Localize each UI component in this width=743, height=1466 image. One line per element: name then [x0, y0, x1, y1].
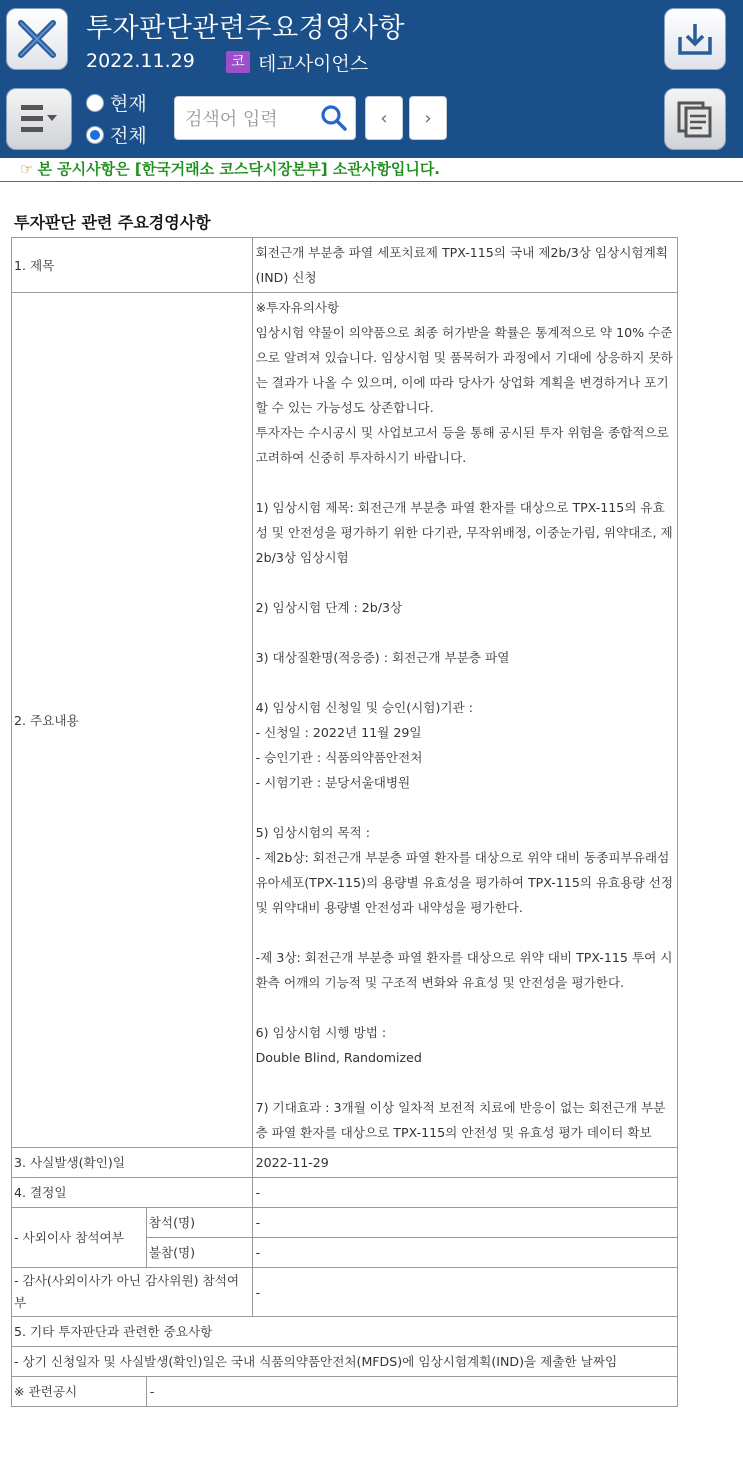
table-row — [12, 1347, 678, 1377]
row-label: 2. 주요내용 — [12, 293, 253, 1148]
pointing-hand-icon: ☞ — [20, 160, 34, 178]
content-line: 임상시험 약물이 의약품으로 최종 허가받을 확률은 통계적으로 약 10% 수준으로 알려져 있습니다. 임상시험 및 품목허가 과정에서 기대에 상응하지 못하는 결과가 나올 수 있으며, 이에 따라 당사가 상업화 계획을 변경하거나 포기할 수 있는 가능성도 상존합니다. — [255, 325, 673, 415]
table-row — [12, 1268, 678, 1317]
table-row — [12, 1317, 678, 1347]
content-line — [256, 920, 676, 945]
close-button[interactable] — [6, 8, 68, 70]
content-line: 4) 임상시험 신청일 및 승인(시험)기관 : — [255, 700, 473, 715]
radio-all[interactable]: 전체 — [86, 121, 147, 148]
search-box — [174, 96, 356, 140]
content-line — [256, 570, 676, 595]
page-title: 투자판단관련주요경영사항 — [86, 13, 405, 44]
content-line — [256, 795, 676, 820]
row-label: - 감사(사외이사가 아닌 감사위원) 참석여부 — [12, 1268, 253, 1317]
chevron-right-icon: › — [424, 107, 432, 129]
content-line: 투자자는 수시공시 및 사업보고서 등을 통해 공시된 투자 위험을 종합적으로 고려하여 신중히 투자하시기 바랍니다. — [255, 425, 673, 465]
row-label: 5. 기타 투자판단과 관련한 중요사항 — [12, 1317, 678, 1347]
content-line: 3) 대상질환명(적응증) : 회전근개 부분층 파열 — [255, 650, 510, 665]
row-value: - — [146, 1377, 677, 1407]
row-label: - 사외이사 참석여부 — [12, 1208, 147, 1268]
table-row — [12, 1377, 678, 1407]
content-line: 1) 임상시험 제목: 회전근개 부분층 파열 환자를 대상으로 TPX-115의 유효성 및 안전성을 평가하기 위한 다기관, 무작위배정, 이중눈가림, 위약대조, 제 2b/3상 임상시험 — [255, 500, 677, 565]
chevron-left-icon: ‹ — [380, 107, 388, 129]
row-label: 4. 결정일 — [12, 1178, 253, 1208]
table-row — [12, 1178, 678, 1208]
row-label: 3. 사실발생(확인)일 — [12, 1148, 253, 1178]
prev-button[interactable] — [365, 96, 403, 140]
content-line: - 승인기관 : 식품의약품안전처 — [255, 750, 423, 765]
row-label: 1. 제목 — [12, 238, 253, 293]
table-row — [12, 238, 678, 293]
sub-label: 불참(명) — [146, 1238, 252, 1268]
content-line — [256, 1070, 676, 1095]
content-line: 7) 기대효과 : 3개월 이상 일차적 보전적 치료에 반응이 없는 회전근개 부분층 파열 환자를 대상으로 TPX-115의 안전성 및 유효성 평가 데이터 확보 — [255, 1100, 666, 1140]
row-value: 회전근개 부분층 파열 세포치료제 TPX-115의 국내 제2b/3상 임상시험계획(IND) 신청 — [252, 238, 677, 293]
jurisdiction-notice: ☞ 본 공시사항은 [한국거래소 코스닥시장본부] 소관사항입니다. — [0, 158, 743, 182]
disclosure-table — [11, 237, 678, 1407]
sub-label: 참석(명) — [146, 1208, 252, 1238]
radio-circle-icon — [86, 94, 104, 112]
table-row — [12, 1148, 678, 1178]
content-line: ※투자유의사항 — [255, 300, 340, 315]
menu-button[interactable] — [6, 88, 72, 150]
close-icon — [15, 17, 59, 61]
row-value: - — [252, 1208, 677, 1238]
section-title: 투자판단 관련 주요경영사항 — [14, 213, 211, 232]
copy-button[interactable] — [664, 88, 726, 150]
row-value: - — [252, 1178, 677, 1208]
download-icon — [675, 19, 715, 59]
main-content-cell — [252, 293, 677, 1148]
table-row — [12, 293, 678, 1148]
company-name[interactable]: 테고사이언스 — [258, 53, 369, 75]
radio-selected-icon — [86, 126, 104, 144]
content-line — [256, 620, 676, 645]
search-icon[interactable] — [319, 103, 349, 137]
row-value: 2022-11-29 — [252, 1148, 677, 1178]
download-button[interactable] — [664, 8, 726, 70]
content-line: - 시험기관 : 분당서울대병원 — [255, 775, 411, 790]
next-button[interactable] — [409, 96, 447, 140]
disclosure-date: 2022.11.29 — [86, 50, 195, 72]
radio-current[interactable]: 현재 — [86, 89, 147, 116]
content-line — [256, 470, 676, 495]
content-line: - 신청일 : 2022년 11월 29일 — [255, 725, 422, 740]
content-lines — [256, 295, 676, 1145]
content-line: - 제2b상: 회전근개 부분층 파열 환자를 대상으로 위약 대비 동종피부유래섬유아세포(TPX-115)의 용량별 유효성을 평가하여 TPX-115의 유효용량 선정 및 위약대비 용량별 안전성과 내약성을 평가한다. — [255, 850, 678, 915]
row-value: - — [252, 1238, 677, 1268]
row-value: - — [252, 1268, 677, 1317]
menu-dropdown-icon — [17, 101, 61, 137]
content-line — [256, 670, 676, 695]
table-row — [12, 1208, 678, 1238]
content-line: Double Blind, Randomized — [255, 1050, 422, 1065]
market-badge: 코 — [226, 51, 250, 73]
content-line: 6) 임상시험 시행 방법 : — [255, 1025, 387, 1040]
search-input[interactable] — [183, 105, 322, 133]
app-header — [0, 0, 743, 158]
content-line — [256, 995, 676, 1020]
content-line: -제 3상: 회전근개 부분층 파열 환자를 대상으로 위약 대비 TPX-115 투여 시 환측 어깨의 기능적 및 구조적 변화와 유효성 및 안전성을 평가한다. — [255, 950, 677, 990]
content-line: 2) 임상시험 단계 : 2b/3상 — [255, 600, 403, 615]
row-label: ※ 관련공시 — [12, 1377, 147, 1407]
row-value: - 상기 신청일자 및 사실발생(확인)일은 국내 식품의약품안전처(MFDS)에 임상시험계획(IND)을 제출한 날짜임 — [12, 1347, 678, 1377]
documents-icon — [675, 99, 715, 139]
content-line: 5) 임상시험의 목적 : — [255, 825, 370, 840]
